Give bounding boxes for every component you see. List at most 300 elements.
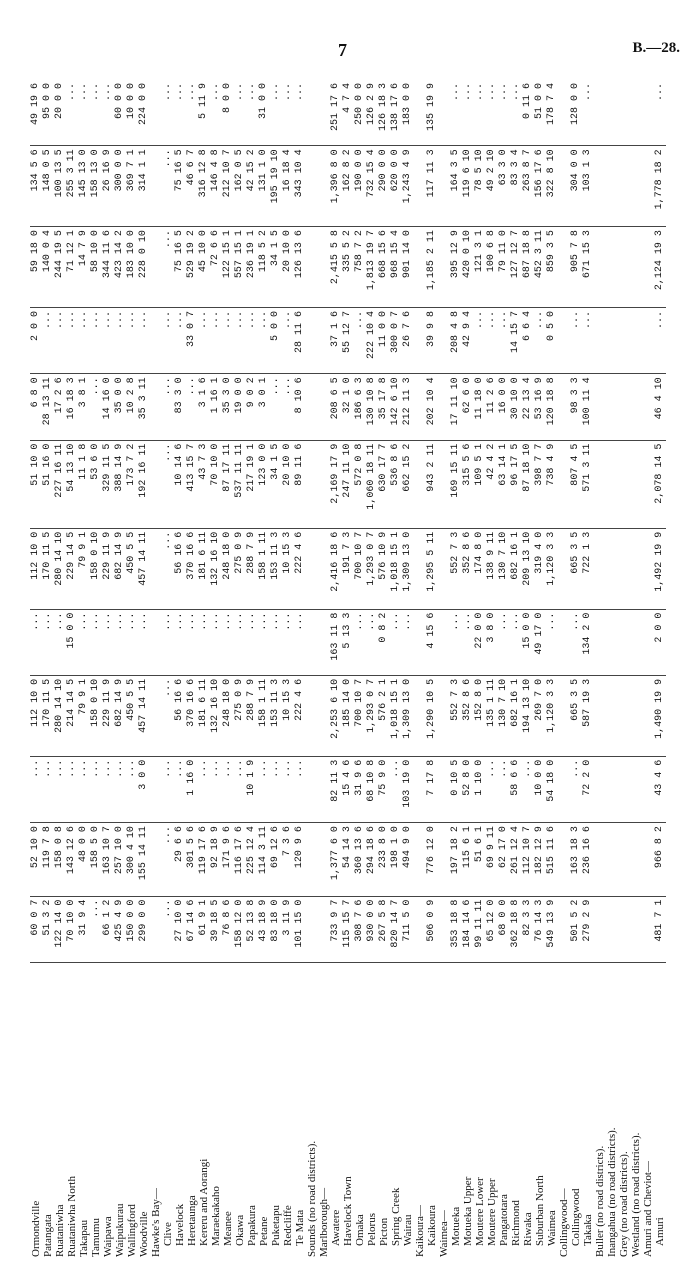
table-cell: 300 4 10 [126, 823, 138, 897]
table-cell: 1,778 18 2 [654, 146, 666, 227]
table-cell [558, 823, 570, 897]
table-row [618, 80, 630, 1260]
table-cell: 236 16 6 [582, 823, 594, 897]
table-cell: 711 5 0 [402, 896, 414, 962]
table-cell [606, 146, 618, 227]
table-row [498, 80, 510, 1260]
row-label: Meanee [221, 1211, 234, 1246]
table-cell: 197 18 2 [450, 823, 462, 897]
table-cell: 67 14 6 [186, 896, 198, 962]
table-row [606, 80, 618, 1260]
table-cell [318, 528, 330, 609]
table-cell [306, 896, 318, 962]
table-cell: 142 6 10 [390, 374, 402, 440]
table-cell: 682 16 1 [510, 675, 522, 756]
table-cell: 300 0 0 [114, 146, 126, 227]
table-cell: 224 0 0 [138, 80, 150, 146]
table-cell: 352 8 6 [462, 675, 474, 756]
table-cell: 163 10 7 [102, 823, 114, 897]
table-cell: 1 16 0 [186, 756, 198, 822]
table-cell: 79 11 0 [498, 227, 510, 308]
table-cell: 344 11 6 [102, 227, 114, 308]
table-cell [606, 374, 618, 440]
table-cell: 1,120 3 3 [546, 675, 558, 756]
table-cell: 48 0 0 [78, 823, 90, 897]
table-cell: 733 9 7 [330, 896, 342, 962]
table-cell [414, 307, 426, 373]
table-cell: 7 17 8 [426, 756, 438, 822]
table-cell: 16 18 3 [66, 374, 78, 440]
row-label: Havelock Town [341, 1176, 354, 1246]
table-cell: 4 7 4 [342, 80, 354, 146]
table-row [414, 80, 426, 1260]
table-cell: ... [90, 374, 102, 440]
table-cell: 99 11 11 [474, 896, 486, 962]
table-cell: 98 3 3 [570, 374, 582, 440]
table-cell: 158 1 11 [258, 528, 270, 609]
table-cell: 155 14 11 [138, 823, 150, 897]
table-cell: 8 10 6 [294, 374, 306, 440]
table-cell: 126 2 9 [366, 80, 378, 146]
table-cell: ... [126, 609, 138, 675]
table-row [450, 80, 462, 1260]
table-cell: 72 2 0 [582, 756, 594, 822]
table-cell: 2,124 19 3 [654, 227, 666, 308]
table-cell: 6 8 0 [30, 374, 42, 440]
table-cell: 182 12 9 [534, 823, 546, 897]
table-row [462, 80, 474, 1260]
table-cell [318, 307, 330, 373]
table-cell [594, 80, 606, 146]
table-cell [558, 609, 570, 675]
table-cell: 732 15 4 [366, 146, 378, 227]
table-cell: 116 17 6 [234, 823, 246, 897]
table-cell: ... [258, 609, 270, 675]
table-cell: 820 14 7 [390, 896, 402, 962]
table-cell: 87 18 10 [522, 440, 534, 528]
row-label: Te Mata [293, 1209, 306, 1246]
table-cell: ... [222, 756, 234, 822]
table-cell: 61 9 1 [198, 896, 210, 962]
table-cell: 122 14 0 [54, 896, 66, 962]
table-cell: 335 5 2 [342, 227, 354, 308]
table-cell: 52 13 8 [246, 896, 258, 962]
table-cell [594, 675, 606, 756]
table-cell: 859 3 5 [546, 227, 558, 308]
table-row [582, 80, 594, 1260]
table-cell: 101 15 0 [294, 896, 306, 962]
table-cell: 140 0 4 [42, 227, 54, 308]
table-cell: ... [354, 307, 366, 373]
table-cell: 112 10 7 [522, 823, 534, 897]
table-cell [438, 823, 450, 897]
table-cell: 0 8 2 [378, 609, 390, 675]
table-cell: 185 14 0 [342, 675, 354, 756]
table-cell: 217 19 1 [246, 440, 258, 528]
table-cell: ... [654, 307, 666, 373]
table-cell: 506 0 9 [426, 896, 438, 962]
table-cell: 29 6 6 [174, 823, 186, 897]
table-cell: ... [498, 80, 510, 146]
table-cell [606, 756, 618, 822]
table-cell: 103 1 3 [582, 146, 594, 227]
table-cell: 158 5 0 [90, 823, 102, 897]
table-cell: 1,490 19 9 [654, 675, 666, 756]
table-cell: 267 5 8 [378, 896, 390, 962]
table-cell: 420 0 10 [462, 227, 474, 308]
table-cell: 1,185 2 11 [426, 227, 438, 308]
table-row [594, 80, 606, 1260]
table-cell: 319 4 0 [534, 528, 546, 609]
table-cell: ... [582, 80, 594, 146]
table-cell: 290 0 0 [378, 146, 390, 227]
table-cell: 665 3 5 [570, 528, 582, 609]
table-cell: 229 11 9 [102, 675, 114, 756]
table-cell: 130 7 10 [498, 675, 510, 756]
table-cell: 671 15 3 [582, 227, 594, 308]
table-cell: 1,377 6 0 [330, 823, 342, 897]
table-cell [630, 227, 642, 308]
table-row [438, 80, 450, 1260]
table-cell: 83 3 4 [510, 146, 522, 227]
table-cell: 170 11 5 [42, 528, 54, 609]
table-cell: ... [234, 307, 246, 373]
table-cell: 905 7 8 [570, 227, 582, 308]
table-cell [618, 823, 630, 897]
table-row [162, 80, 174, 1260]
table-cell: 1,492 19 9 [654, 528, 666, 609]
table-cell: 943 2 11 [426, 440, 438, 528]
table-cell: 807 4 5 [570, 440, 582, 528]
table-cell: 89 11 6 [294, 440, 306, 528]
table-cell: 11 2 6 [486, 374, 498, 440]
table-cell: 51 10 0 [30, 440, 42, 528]
table-cell: ... [174, 609, 186, 675]
table-row [186, 80, 198, 1260]
table-cell [150, 227, 162, 308]
table-cell: 229 11 9 [102, 528, 114, 609]
table-cell [414, 609, 426, 675]
page-reference: B.—28. [632, 40, 680, 56]
row-label: Motueka [449, 1206, 462, 1246]
table-cell [630, 896, 642, 962]
table-cell: 630 17 7 [378, 440, 390, 528]
table-cell: 668 15 6 [378, 227, 390, 308]
table-cell: 552 7 3 [450, 675, 462, 756]
table-cell: 244 19 5 [54, 227, 66, 308]
table-cell: 122 15 1 [222, 227, 234, 308]
table-cell: ... [90, 80, 102, 146]
table-cell: 1,295 5 11 [426, 528, 438, 609]
table-cell: ... [522, 756, 534, 822]
table-cell: 587 19 3 [582, 675, 594, 756]
table-cell: 198 1 0 [390, 823, 402, 897]
row-label: Hawke's Bay— [149, 1188, 162, 1257]
table-cell [306, 80, 318, 146]
table-cell: 22 13 4 [522, 374, 534, 440]
table-cell: 78 5 10 [474, 146, 486, 227]
row-label: Pelorus [365, 1213, 378, 1246]
table-cell: 261 12 4 [510, 823, 522, 897]
table-cell: 250 0 0 [354, 80, 366, 146]
table-cell: 423 14 2 [114, 227, 126, 308]
table-cell: 222 10 4 [366, 307, 378, 373]
table-cell [594, 146, 606, 227]
table-cell: 42 4 2 [486, 440, 498, 528]
row-label: Maraekakaho [209, 1186, 222, 1246]
table-cell [642, 146, 654, 227]
table-cell: 100 6 8 [486, 227, 498, 308]
table-cell: ... [234, 80, 246, 146]
table-cell: 212 11 3 [402, 374, 414, 440]
table-cell: 687 18 8 [522, 227, 534, 308]
table-cell: 515 11 6 [546, 823, 558, 897]
row-label: Havelock [173, 1203, 186, 1246]
table-cell: 15 0 0 [66, 609, 78, 675]
table-cell: ... [90, 756, 102, 822]
table-cell: 58 6 6 [510, 756, 522, 822]
table-cell: ... [270, 80, 282, 146]
table-cell: 11 1 8 [78, 440, 90, 528]
table-row [426, 80, 438, 1260]
table-cell [642, 307, 654, 373]
table-cell: 294 18 6 [366, 823, 378, 897]
table-cell: 54 18 0 [546, 756, 558, 822]
table-cell: 52 8 0 [462, 756, 474, 822]
table-cell: 7 3 6 [282, 823, 294, 897]
table-cell [618, 896, 630, 962]
table-cell [642, 896, 654, 962]
table-cell: 150 0 0 [126, 896, 138, 962]
table-cell: 413 15 7 [186, 440, 198, 528]
table-cell: 3 11 9 [282, 896, 294, 962]
table-cell: ... [162, 823, 174, 897]
table-cell: ... [282, 307, 294, 373]
row-label: Wallingford [125, 1204, 138, 1257]
table-cell: 59 18 0 [30, 227, 42, 308]
table-cell: 158 0 10 [90, 528, 102, 609]
table-cell: ... [198, 609, 210, 675]
table-cell: ... [270, 756, 282, 822]
table-cell: 222 4 6 [294, 675, 306, 756]
table-cell [318, 896, 330, 962]
table-row [102, 80, 114, 1260]
table-cell: 275 0 9 [234, 675, 246, 756]
table-cell: ... [162, 756, 174, 822]
row-label: Heretaunga [185, 1195, 198, 1246]
table-cell: ... [138, 307, 150, 373]
table-cell: 49 19 6 [30, 80, 42, 146]
table-cell: ... [570, 609, 582, 675]
table-cell: 557 15 1 [234, 227, 246, 308]
table-cell [150, 528, 162, 609]
table-cell: 79 9 1 [78, 528, 90, 609]
table-cell: 16 18 4 [282, 146, 294, 227]
table-cell: 60 0 0 [114, 80, 126, 146]
table-cell: ... [390, 756, 402, 822]
table-cell: 571 3 11 [582, 440, 594, 528]
table-cell: 209 13 10 [522, 528, 534, 609]
table-cell [630, 146, 642, 227]
table-cell [150, 307, 162, 373]
table-cell: 552 7 3 [450, 528, 462, 609]
table-row [366, 80, 378, 1260]
table-cell [606, 440, 618, 528]
table-cell: 3 0 1 [258, 374, 270, 440]
table-cell [306, 823, 318, 897]
table-cell: 28 11 6 [294, 307, 306, 373]
table-cell: 169 15 11 [450, 440, 462, 528]
table-cell: 115 15 7 [342, 896, 354, 962]
row-label: Petane [257, 1216, 270, 1246]
table-cell [558, 227, 570, 308]
table-cell [618, 609, 630, 675]
table-cell [150, 609, 162, 675]
table-row [282, 80, 294, 1260]
table-cell: 92 18 9 [210, 823, 222, 897]
table-cell: 53 16 9 [534, 374, 546, 440]
table-cell: ... [654, 80, 666, 146]
table-cell: ... [126, 307, 138, 373]
table-row [138, 80, 150, 1260]
table-cell: ... [210, 80, 222, 146]
table-cell: 132 16 10 [210, 528, 222, 609]
table-cell: ... [354, 609, 366, 675]
table-cell [606, 307, 618, 373]
table-cell: ... [174, 756, 186, 822]
table-cell: 1,018 15 1 [390, 528, 402, 609]
table-cell: 1,293 0 7 [366, 675, 378, 756]
table-cell: 314 1 1 [138, 146, 150, 227]
table-row [642, 80, 654, 1260]
table-row [510, 80, 522, 1260]
table-row [390, 80, 402, 1260]
table-cell: 322 8 10 [546, 146, 558, 227]
table-cell [318, 609, 330, 675]
table-cell: 170 11 5 [42, 675, 54, 756]
table-cell: ... [450, 80, 462, 146]
table-cell: 35 17 8 [378, 374, 390, 440]
table-cell: 248 18 0 [222, 528, 234, 609]
table-cell: 0 5 0 [546, 307, 558, 373]
table-cell: 251 17 6 [330, 80, 342, 146]
table-row [210, 80, 222, 1260]
table-cell: 82 3 3 [522, 896, 534, 962]
row-label: Buller (no road districts). [593, 1145, 606, 1257]
table-row [402, 80, 414, 1260]
table-cell: ... [174, 80, 186, 146]
table-cell: 130 10 8 [366, 374, 378, 440]
table-cell: ... [198, 307, 210, 373]
table-cell: 69 12 6 [270, 823, 282, 897]
table-cell: ... [570, 307, 582, 373]
table-cell [414, 374, 426, 440]
table-cell: 494 9 0 [402, 823, 414, 897]
row-label: Ormondville [29, 1200, 42, 1257]
table-cell: 134 5 6 [30, 146, 42, 227]
table-cell [414, 227, 426, 308]
table-cell: 10 14 6 [174, 440, 186, 528]
table-cell: ... [198, 756, 210, 822]
table-cell: 275 0 9 [234, 528, 246, 609]
table-cell: 31 0 0 [258, 80, 270, 146]
table-cell: 662 15 2 [402, 440, 414, 528]
table-cell: 194 13 10 [522, 675, 534, 756]
table-row [306, 80, 318, 1260]
table-cell [306, 374, 318, 440]
table-cell: 70 10 0 [210, 440, 222, 528]
table-cell: 700 10 7 [354, 675, 366, 756]
table-cell: 20 0 0 [54, 80, 66, 146]
table-row [654, 80, 666, 1260]
table-cell: 9 0 2 [246, 374, 258, 440]
table-cell [318, 823, 330, 897]
table-cell: 135 1 11 [486, 675, 498, 756]
table-cell [558, 146, 570, 227]
table-cell: 14 7 9 [78, 227, 90, 308]
table-cell: 126 18 3 [378, 80, 390, 146]
table-cell: 10 2 8 [126, 374, 138, 440]
table-cell: 369 7 1 [126, 146, 138, 227]
table-cell: ... [78, 609, 90, 675]
table-cell: 352 8 6 [462, 528, 474, 609]
table-cell: 39 18 5 [210, 896, 222, 962]
table-cell: 158 12 0 [234, 896, 246, 962]
table-cell: 192 16 11 [138, 440, 150, 528]
row-label: Awatere [329, 1209, 342, 1246]
table-cell: 316 12 8 [198, 146, 210, 227]
table-cell: 19 0 0 [234, 374, 246, 440]
table-cell: 362 18 8 [510, 896, 522, 962]
table-cell [642, 756, 654, 822]
table-cell: 46 6 7 [186, 146, 198, 227]
table-cell: 65 12 0 [486, 896, 498, 962]
table-cell: ... [498, 609, 510, 675]
table-cell: 112 10 0 [30, 528, 42, 609]
table-cell: 130 7 10 [498, 528, 510, 609]
table-cell: 481 7 1 [654, 896, 666, 962]
table-cell: 58 10 0 [90, 227, 102, 308]
table-cell: 279 2 9 [582, 896, 594, 962]
table-cell [150, 896, 162, 962]
table-cell: ... [246, 609, 258, 675]
table-cell [606, 528, 618, 609]
table-cell: 54 13 10 [66, 440, 78, 528]
table-cell [306, 756, 318, 822]
table-cell: 51 3 2 [42, 896, 54, 962]
table-cell: 452 3 11 [534, 227, 546, 308]
row-label: Suburban North [533, 1175, 546, 1246]
table-cell [414, 675, 426, 756]
table-cell: 6 6 4 [522, 307, 534, 373]
row-label: Motueka Upper [461, 1176, 474, 1246]
table-cell: 1,243 4 9 [402, 146, 414, 227]
table-cell: 576 10 9 [378, 528, 390, 609]
table-cell: 95 0 0 [42, 80, 54, 146]
table-cell: 2 0 0 [654, 609, 666, 675]
table-cell: 388 14 9 [114, 440, 126, 528]
table-cell: 119 17 6 [198, 823, 210, 897]
table-cell [558, 374, 570, 440]
table-cell: 171 9 6 [222, 823, 234, 897]
table-cell: 288 7 9 [246, 528, 258, 609]
table-cell: 46 4 10 [654, 374, 666, 440]
table-cell [558, 80, 570, 146]
table-cell [606, 609, 618, 675]
table-cell [618, 756, 630, 822]
table-cell: 457 14 11 [138, 528, 150, 609]
table-cell: 83 3 0 [174, 374, 186, 440]
